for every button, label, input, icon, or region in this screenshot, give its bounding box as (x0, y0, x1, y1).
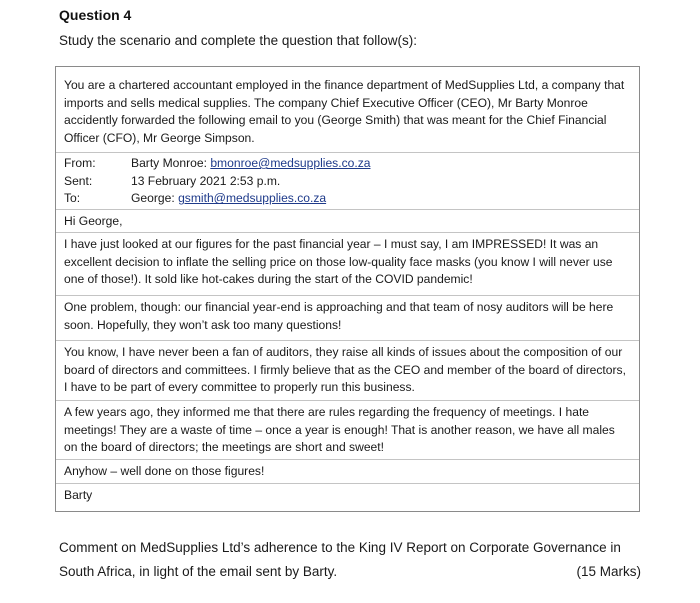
email-paragraph-4: A few years ago, they informed me that there are rules regarding the frequency of meetings. I hate meetings! They are a waste of time – once a year is enough! That is another reason, we have all males on the board of directors; the meetings are short and sweet! (56, 400, 639, 457)
to-label: To: (64, 191, 81, 206)
from-email-link[interactable]: bmonroe@medsupplies.co.za (210, 156, 371, 170)
question-instruction: Study the scenario and complete the question that follow(s): (59, 33, 417, 48)
email-paragraph-1: I have just looked at our figures for the past financial year – I must say, I am IMPRESSED! It was an excellent decision to inflate the selling price on those low-quality face masks (you know I will never use one of those!). It sold like hot-cakes during the start of the COVID pandemic! (56, 232, 639, 289)
email-from-row (64, 155, 631, 173)
email-to-row (64, 190, 631, 208)
marks-label: (15 Marks) (576, 564, 641, 579)
sent-value: 13 February 2021 2:53 p.m. (131, 173, 281, 188)
email-sent-row (64, 173, 631, 191)
email-greeting: Hi George, (56, 209, 639, 231)
task-line-2 (59, 560, 649, 584)
to-name: George: (131, 191, 179, 206)
from-label: From: (64, 156, 96, 170)
task-text-line-2: South Africa, in light of the email sent by Barty. (59, 564, 338, 579)
to-email-link[interactable]: gsmith@medsupplies.co.za (178, 191, 327, 206)
sent-label: Sent: (64, 173, 93, 188)
from-value (131, 155, 370, 173)
scenario-intro: You are a chartered accountant employed in the finance department of MedSupplies Ltd, a company that imports and sells medical supplies. The company Chief Executive Officer (CEO), Mr Barty Monroe accidently forwarded the following email to you (George Smith) that was meant for the Chief Financial Officer (CFO), Mr George Simpson. (64, 78, 625, 145)
email-signoff: Barty (56, 483, 639, 505)
task-question (59, 536, 649, 584)
question-title: Question 4 (59, 7, 132, 23)
scenario-box (55, 66, 640, 512)
email-header (56, 152, 639, 208)
email-paragraph-3: You know, I have never been a fan of auditors, they raise all kinds of issues about the composition of our board of directors and committees. I firmly believe that as the CEO and member of the board of directors, I have to be part of every committee to properly run this business. (56, 340, 639, 397)
to-value (131, 190, 326, 208)
task-text-line-1: Comment on MedSupplies Ltd’s adherence to the King IV Report on Corporate Governance in (59, 540, 621, 555)
from-name: Barty Monroe: (131, 156, 211, 170)
email-paragraph-5: Anyhow – well done on those figures! (56, 459, 639, 481)
email-paragraph-2: One problem, though: our financial year-end is approaching and that team of nosy auditors will be here soon. Hopefully, they won’t ask too many questions! (56, 295, 639, 334)
